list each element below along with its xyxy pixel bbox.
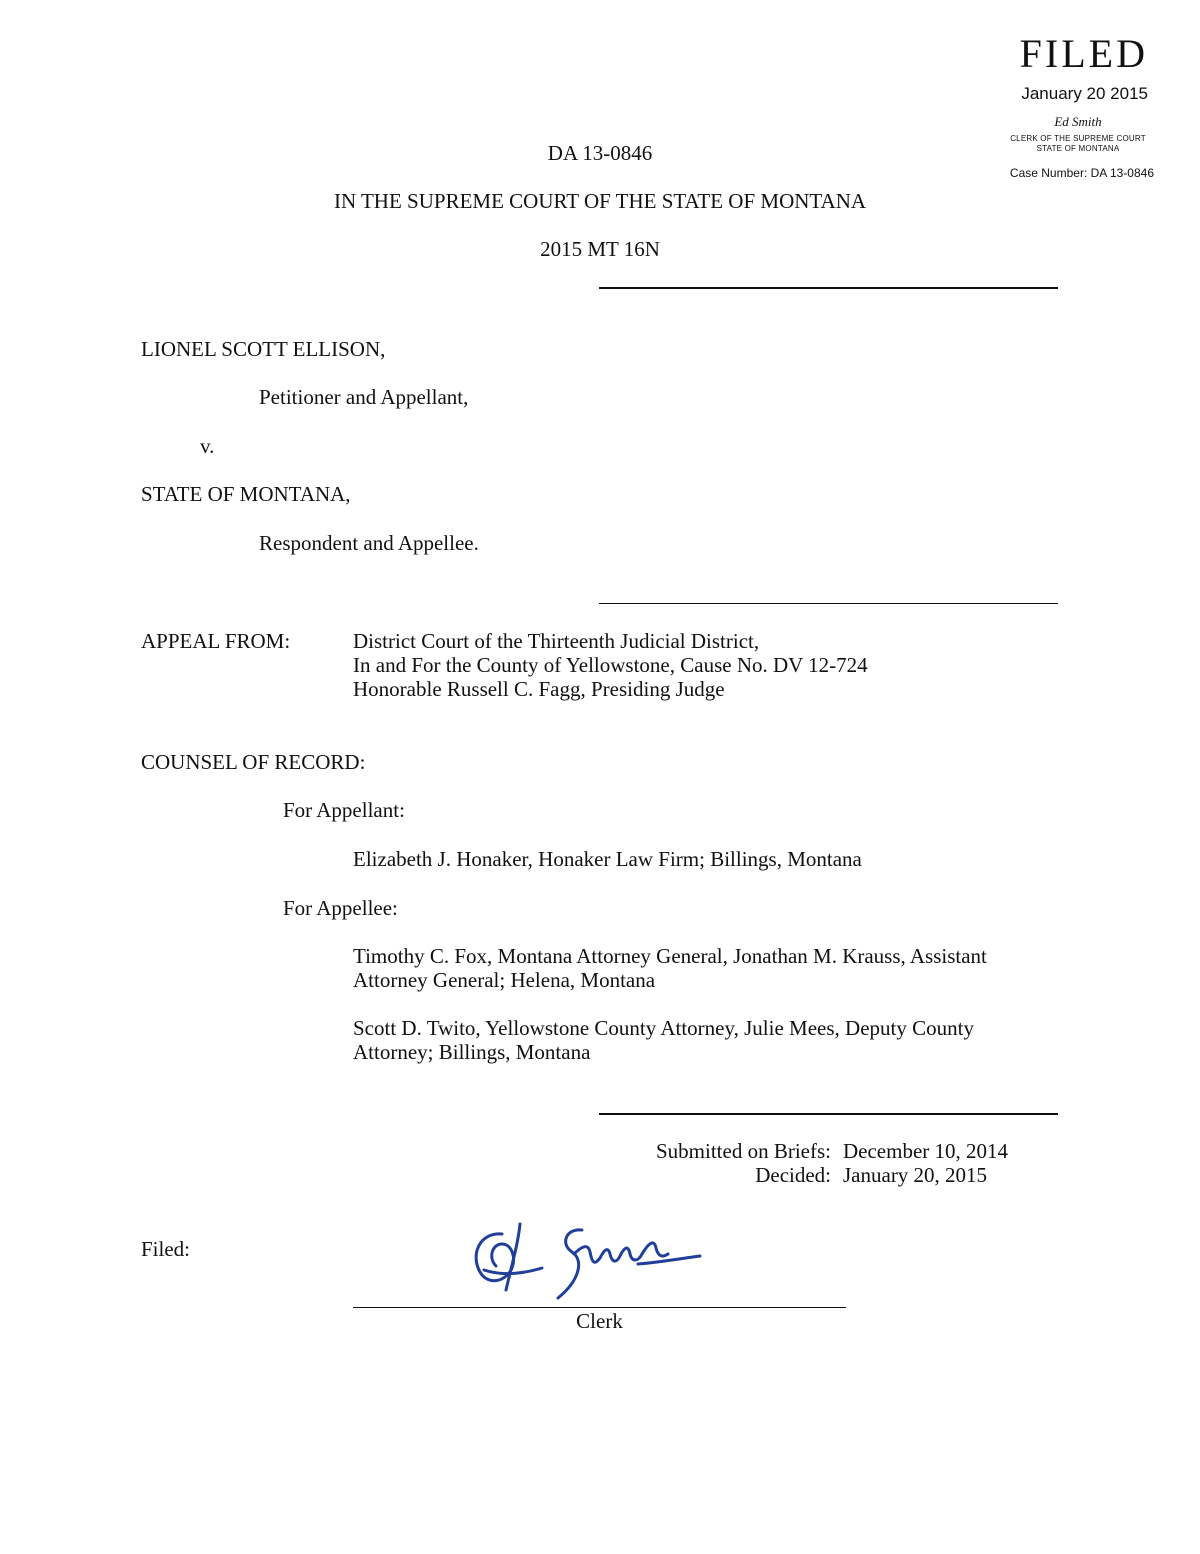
appeal-line: District Court of the Thirteenth Judicial District,: [353, 629, 760, 653]
clerk-signature: [462, 1214, 712, 1304]
appellant-counsel: Elizabeth J. Honaker, Honaker Law Firm; Billings, Montana: [353, 847, 862, 871]
versus: v.: [200, 434, 215, 458]
submitted-date: December 10, 2014: [843, 1139, 1009, 1163]
decided-date: January 20, 2015: [843, 1163, 988, 1187]
respondent-role: Respondent and Appellee.: [259, 531, 479, 555]
stamp-clerk-title: CLERK OF THE SUPREME COURT: [1010, 134, 1146, 143]
appeal-line: In and For the County of Yellowstone, Cause No. DV 12-724: [353, 653, 868, 677]
appeal-line: Honorable Russell C. Fagg, Presiding Judge: [353, 677, 725, 701]
for-appellee-label: For Appellee:: [283, 896, 398, 920]
filed-label: Filed:: [141, 1237, 191, 1261]
divider: [599, 603, 1058, 604]
appeal-label: APPEAL FROM:: [141, 629, 291, 653]
submitted-label: Submitted on Briefs:: [656, 1139, 831, 1163]
signature-line: [353, 1307, 846, 1308]
for-appellant-label: For Appellant:: [283, 798, 405, 822]
court-name: IN THE SUPREME COURT OF THE STATE OF MONTANA: [333, 189, 867, 213]
petitioner-name: LIONEL SCOTT ELLISON,: [141, 337, 386, 361]
decided-label: Decided:: [755, 1163, 831, 1187]
appellee-counsel-line: Scott D. Twito, Yellowstone County Attorney, Julie Mees, Deputy County: [353, 1016, 974, 1040]
citation: 2015 MT 16N: [540, 237, 660, 261]
respondent-name: STATE OF MONTANA,: [141, 482, 351, 506]
stamp-date: January 20 2015: [1021, 84, 1148, 103]
petitioner-role: Petitioner and Appellant,: [259, 385, 469, 409]
counsel-label: COUNSEL OF RECORD:: [141, 750, 366, 774]
appellee-counsel-line: Attorney General; Helena, Montana: [353, 968, 656, 992]
docket-number: DA 13-0846: [547, 141, 653, 165]
divider: [599, 1113, 1058, 1115]
stamp-case-number: Case Number: DA 13-0846: [1009, 166, 1154, 180]
stamp-clerk-state: STATE OF MONTANA: [1036, 144, 1120, 153]
appellee-counsel-line: Timothy C. Fox, Montana Attorney General, Jonathan M. Krauss, Assistant: [353, 944, 987, 968]
appellee-counsel-line: Attorney; Billings, Montana: [353, 1040, 591, 1064]
stamp-clerk-name: Ed Smith: [1054, 114, 1102, 129]
stamp-title: FILED: [1019, 31, 1148, 76]
clerk-label: Clerk: [576, 1309, 623, 1333]
divider: [599, 287, 1058, 289]
